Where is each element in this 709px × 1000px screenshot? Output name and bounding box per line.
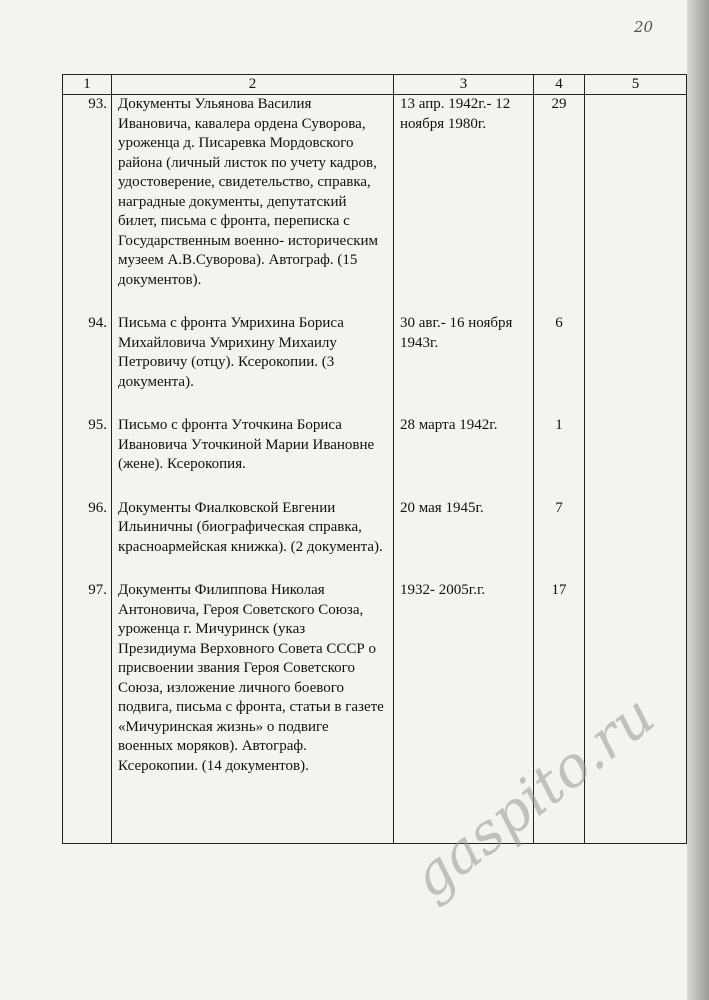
column-header-5: 5	[585, 75, 687, 95]
page-number: 20	[634, 18, 654, 36]
column-header-2: 2	[112, 75, 394, 95]
row-dates: 30 авг.- 16 ноября 1943г.	[394, 314, 534, 392]
column-header-3: 3	[394, 75, 534, 95]
row-number: 95.	[63, 416, 112, 475]
row-spacer	[63, 557, 687, 581]
column-header-1: 1	[63, 75, 112, 95]
row-note	[585, 499, 687, 558]
row-number: 96.	[63, 499, 112, 558]
watermark: gaspito.ru	[400, 682, 667, 912]
row-description: Письма с фронта Умрихина Бориса Михайловича Умрихину Михаилу Петровичу (отцу). Ксерокопии. (3 документа).	[112, 314, 394, 392]
row-dates: 1932- 2005г.г.	[394, 581, 534, 844]
row-count: 1	[534, 416, 585, 475]
page-edge-shadow	[687, 0, 709, 1000]
row-number: 94.	[63, 314, 112, 392]
table-row	[63, 314, 687, 392]
row-count: 6	[534, 314, 585, 392]
row-description: Письмо с фронта Уточкина Бориса Ивановича Уточкиной Марии Ивановне (жене). Ксерокопия.	[112, 416, 394, 475]
row-spacer	[63, 475, 687, 499]
row-number: 93.	[63, 95, 112, 291]
row-note	[585, 314, 687, 392]
row-description: Документы Фиалковской Евгении Ильиничны (биографическая справка, красноармейская книжка). (2 документа).	[112, 499, 394, 558]
table-row	[63, 95, 687, 291]
row-spacer	[63, 290, 687, 314]
table-row	[63, 499, 687, 558]
row-number: 97.	[63, 581, 112, 844]
row-count: 17	[534, 581, 585, 844]
row-dates: 28 марта 1942г.	[394, 416, 534, 475]
row-description: Документы Филиппова Николая Антоновича, Героя Советского Союза, уроженца г. Мичуринск (указ Президиума Верховного Совета СССР о присвоении звания Героя Советского Союза, изложение личного боевого подвига, письма с фронта, статьи в газете «Мичуринская жизнь» о подвиге военных моряков). Автограф. Ксерокопии. (14 документов).	[112, 581, 394, 844]
row-dates: 13 апр. 1942г.- 12 ноября 1980г.	[394, 95, 534, 291]
row-count: 7	[534, 499, 585, 558]
row-description: Документы Ульянова Василия Ивановича, кавалера ордена Суворова, уроженца д. Писаревка Мордовского района (личный листок по учету кадров, удостоверение, свидетельство, справка, наградные документы, депутатский билет, письма с фронта, переписка с Государственным военно- историческим музеем А.В.Суворова). Автограф. (15 документов).	[112, 95, 394, 291]
row-note	[585, 416, 687, 475]
row-spacer	[63, 392, 687, 416]
table-header-row	[63, 75, 687, 95]
table-row	[63, 416, 687, 475]
row-count: 29	[534, 95, 585, 291]
row-note	[585, 95, 687, 291]
row-dates: 20 мая 1945г.	[394, 499, 534, 558]
column-header-4: 4	[534, 75, 585, 95]
